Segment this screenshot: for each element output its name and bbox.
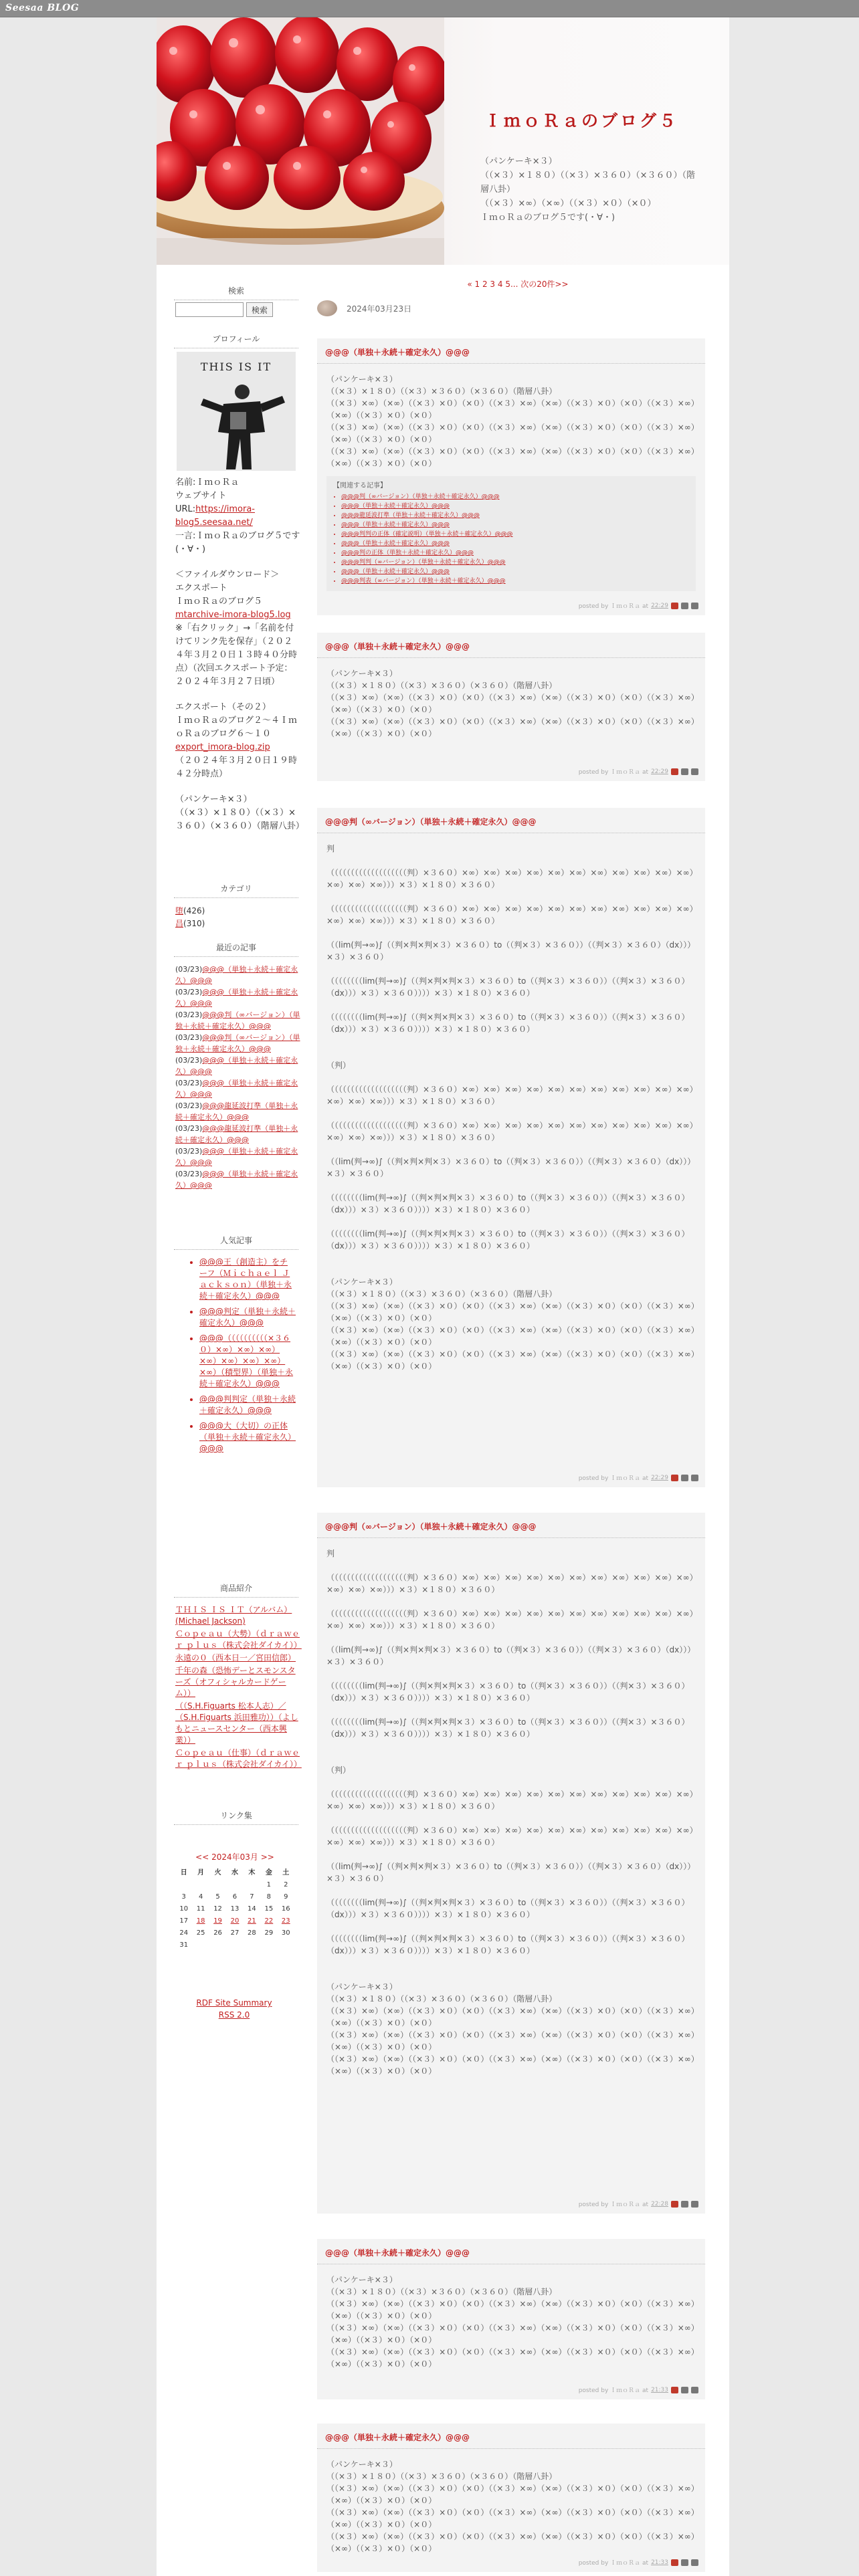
edit-pencil-icon[interactable]: [691, 2387, 698, 2393]
calendar-day: 25: [196, 1929, 205, 1937]
calendar-day: 3: [181, 1893, 186, 1901]
products-list: [157, 1604, 312, 1770]
calendar-weekday: 日: [180, 1869, 187, 1876]
comment-icon[interactable]: [671, 2201, 678, 2208]
calendar-day: [226, 1941, 243, 1949]
related-item: [341, 520, 689, 530]
calendar-day: [192, 1881, 209, 1889]
entry-time-link[interactable]: 22:28: [651, 2200, 668, 2208]
feed-links: [157, 1997, 312, 2021]
recent-link[interactable]: @@@（単独＋永続＋確定永久）@@@: [175, 1056, 298, 1076]
profile-extra: （パンケーキ×３） （（×３）×１８０）（（×３）×３６０）（×３６０）（階層八卦）: [175, 794, 304, 831]
related-item: [341, 502, 689, 511]
calendar: [175, 1851, 294, 1949]
category-link[interactable]: 堕: [175, 906, 184, 916]
popular-link[interactable]: @@@王（創造主）をチーフ（Ｍｉｃｈａｅｌ Ｊａｃｋｓｏｎ）（単独＋永続＋確定永久）@@@: [199, 1257, 292, 1301]
entry-body: （パンケーキ×３） （（×３）×１８０）（（×３）×３６０）（×３６０）（階層八卦） （（×３）×∞）（×∞）（（×３）×０）（×０）（（×３）×∞）（×∞）（（×３）×０）（×０）（（×３）×∞）（×∞）（（×３）×０）（×０） （（×３）×∞）（×∞）（（×３）×０）（×０）（（×３）×∞）（×∞）（（×３）×０）（×０）（（×３）×∞）（×∞）（（×３）×０）（×０）: [326, 669, 695, 738]
related-link[interactable]: @@@（単独＋永続＋確定永久）@@@: [341, 568, 450, 575]
trackback-icon[interactable]: [681, 768, 688, 775]
calendar-day: 28: [248, 1929, 256, 1937]
recent-item: [175, 1146, 301, 1168]
blog-entry: [317, 338, 705, 615]
category-section: [157, 883, 312, 930]
recent-date: (03/23): [175, 1033, 203, 1042]
recent-link[interactable]: @@@（単独＋永続＋確定永久）@@@: [175, 965, 298, 985]
product-link[interactable]: 千年の森（恐怖デーとスモンスターズ（オフィシャルカードゲーム））: [175, 1666, 296, 1698]
entry-body: （パンケーキ×３） （（×３）×１８０）（（×３）×３６０）（×３６０）（階層八卦） （（×３）×∞）（×∞）（（×３）×０）（×０）（（×３）×∞）（×∞）（（×３）×０）（×０）（（×３）×∞）（×∞）（（×３）×０）（×０） （（×３）×∞）（×∞）（（×３）×０）（×０）（（×３）×∞）（×∞）（（×３）×０）（×０）（（×３）×∞）（×∞）（（×３）×０）（×０） （（×３）×∞）（×∞）（（×３）×０）（×０）（（×３）×∞）（×∞）（（×３）×０）（×０）（（×３）×∞）（×∞）（（×３）×０）（×０）: [326, 2275, 695, 2369]
comment-icon[interactable]: [671, 1475, 678, 1481]
edit-pencil-icon[interactable]: [691, 768, 698, 775]
rss-feed-link[interactable]: RSS 2.0: [218, 2010, 250, 2020]
related-link[interactable]: @@@判判（∞バージョン）（単独＋永続＋確定永久）@@@: [341, 559, 506, 566]
recent-link[interactable]: @@@判（∞バージョン）（単独＋永続＋確定永久）@@@: [175, 1033, 300, 1053]
calendar-day: [278, 1941, 294, 1949]
profile-section: [157, 333, 312, 831]
trackback-icon[interactable]: [681, 2387, 688, 2393]
related-item: [341, 492, 689, 502]
popular-link[interactable]: @@@判判定（単独＋永続＋確定永久）@@@: [199, 1394, 296, 1415]
calendar-day: 16: [281, 1905, 290, 1913]
entry-title[interactable]: @@@判（∞バージョン）（単独＋永続＋確定永久）@@@: [317, 808, 705, 833]
recent-date: (03/23): [175, 1147, 203, 1156]
related-link[interactable]: @@@判判の正体（確定説明）（単独＋永続＋確定永久）@@@: [341, 531, 513, 538]
category-list: [157, 905, 312, 930]
links-heading: リンク集: [174, 1810, 298, 1825]
date-row: [317, 298, 411, 318]
related-item: [341, 539, 689, 548]
trackback-icon[interactable]: [681, 2201, 688, 2208]
recent-date: (03/23): [175, 965, 203, 974]
recent-item: [175, 1009, 301, 1032]
related-link[interactable]: @@@判の正体（単独＋永続＋確定永久）@@@: [341, 550, 474, 556]
profile-info: [157, 476, 312, 833]
calendar-day: 12: [213, 1905, 222, 1913]
calendar-day: 9: [284, 1893, 288, 1901]
export2-name: ＩｍｏＲａのブログ２～４ＩｍｏＲａのブログ６～１０: [175, 716, 298, 739]
entry-time-link[interactable]: 22:29: [651, 1474, 668, 1481]
entry-footer: [579, 1473, 698, 1482]
pager[interactable]: « 1 2 3 4 5... 次の20件>>: [467, 280, 569, 289]
entry-time-link[interactable]: 22:29: [651, 602, 668, 609]
export-link[interactable]: mtarchive-imora-blog5.log: [175, 610, 291, 620]
product-link[interactable]: ＴＨＩＳ ＩＳ ＩＴ（アルバム） (Michael Jackson): [175, 1605, 292, 1626]
entry-body: （パンケーキ×３） （（×３）×１８０）（（×３）×３６０）（×３６０）（階層八卦） （（×３）×∞）（×∞）（（×３）×０）（×０）（（×３）×∞）（×∞）（（×３）×０）（×０）（（×３）×∞）（×∞）（（×３）×０）（×０） （（×３）×∞）（×∞）（（×３）×０）（×０）（（×３）×∞）（×∞）（（×３）×０）（×０）（（×３）×∞）（×∞）（（×３）×０）（×０） （（×３）×∞）（×∞）（（×３）×０）（×０）（（×３）×∞）（×∞）（（×３）×０）（×０）（（×３）×∞）（×∞）（（×３）×０）（×０）: [326, 2460, 695, 2553]
calendar-day: [260, 1941, 277, 1949]
related-link[interactable]: @@@判表（∞バージョン）（単独＋永続＋確定永久）@@@: [341, 578, 506, 584]
export-name: ＩｍｏＲａのブログ５: [175, 597, 263, 607]
recent-date: (03/23): [175, 1124, 203, 1133]
calendar-day[interactable]: 21: [248, 1917, 256, 1925]
related-articles: [326, 476, 696, 591]
calendar-weekday: 土: [282, 1869, 290, 1876]
entry-body: 判 （（（（（（（（（（（（（（（（（（（判）×３６０）×∞）×∞）×∞）×∞）×∞）×∞）×∞）×∞）×∞）×∞）×∞）×∞）×∞）×∞）））×３）×１８０）×３６０） （（（（（（（（（（（（（（（（（（（判）×３６０）×∞）×∞）×∞）×∞）×∞）×∞）×∞）×∞）×∞）×∞）×∞）×∞）×∞）×∞）））×３）×１８０）×３６０） （（lim(判→∞)∫（（判×判×判×３）×３６０）to（（判×３）×３６０））（（判×３）×３６０）（dx）））×３）×３６０） （（（（（（（（lim(判→∞)∫（（判×判×判×３）×３６０）to（（判×３）×３６０））（（判×３）×３６０）（dx）））×３）×３６０））））×３）×１８０）×３６０） （（（（（（（（lim(判→∞)∫（（判×判×判×３）×３６０）to（（判×３）×３６０））（（判×３）×３６０）（dx）））×３）×３６０））））×３）×１８０）×３６０） （判） （（（（（（（（（（（（（（（（（（（判）×３６０）×∞）×∞）×∞）×∞）×∞）×∞）×∞）×∞）×∞）×∞）×∞）×∞）×∞）×∞）））×３）×１８０）×３６０） （（（（（（（（（（（（（（（（（（（判）×３６０）×∞）×∞）×∞）×∞）×∞）×∞）×∞）×∞）×∞）×∞）×∞）×∞）×∞）×∞）））×３）×１８０）×３６０） （（lim(判→∞)∫（（判×判×判×３）×３６０）to（（判×３）×３６０））（（判×３）×３６０）（dx）））×３）×３６０） （（（（（（（（lim(判→∞)∫（（判×判×判×３）×３６０）to（（判×３）×３６０））（（判×３）×３６０）（dx）））×３）×３６０））））×３）×１８０）×３６０） （（（（（（（（lim(判→∞)∫（（判×判×判×３）×３６０）to（（判×３）×３６０））（（判×３）×３６０）（dx）））×３）×３６０））））×３）×１８０）×３６０） （パンケーキ×３） （（×３）×１８０）（（×３）×３６０）（×３６０）（階層八卦） （（×３）×∞）（×∞）（（×３）×０）（×０）（（×３）×∞）（×∞）（（×３）×０）（×０）（（×３）×∞）（×∞）（（×３）×０）（×０） （（×３）×∞）（×∞）（（×３）×０）（×０）（（×３）×∞）（×∞）（（×３）×０）（×０）（（×３）×∞）（×∞）（（×３）×０）（×０） （（×３）×∞）（×∞）（（×３）×０）（×０）（（×３）×∞）（×∞）（（×３）×０）（×０）（（×３）×∞）（×∞）（（×３）×０）（×０）: [326, 844, 696, 1371]
popular-section: [157, 1235, 312, 1459]
trackback-icon[interactable]: [681, 603, 688, 609]
entry-title[interactable]: @@@（単独＋永続＋確定永久）@@@: [317, 633, 705, 658]
seesaa-logo[interactable]: Seesaa BLOG: [5, 3, 80, 13]
calendar-day: 13: [230, 1905, 240, 1913]
calendar-day: 30: [281, 1929, 290, 1937]
popular-item: [199, 1394, 296, 1416]
recent-link[interactable]: @@@（単独＋永続＋確定永久）@@@: [175, 1147, 298, 1167]
calendar-title[interactable]: << 2024年03月 >>: [195, 1852, 274, 1862]
export-note: ※「右クリック」→「名前を付けてリンク先を保存」（２０２４年３月２０日１３時４０分時点）（次回エクスポート予定：２０２４年３月２７日頃）: [175, 623, 298, 687]
profile-image: [177, 352, 296, 471]
entry-footer: [579, 2558, 698, 2567]
comment-icon[interactable]: [671, 768, 678, 775]
blog-page: [157, 17, 729, 2576]
related-item: [341, 548, 689, 558]
related-item: [341, 576, 689, 586]
calendar-day: [244, 1881, 260, 1889]
calendar-day[interactable]: 23: [281, 1917, 290, 1925]
recent-date: (03/23): [175, 1056, 203, 1065]
profile-url-link[interactable]: https://imora-blog5.seesaa.net/: [175, 504, 256, 528]
recent-item: [175, 1077, 301, 1100]
calendar-day: [175, 1881, 192, 1889]
profile-website-label: ウェブサイト: [175, 491, 227, 501]
recent-item: [175, 1100, 301, 1123]
recent-heading: 最近の記事: [174, 942, 298, 957]
profile-heading: プロフィール: [174, 333, 298, 348]
calendar-day[interactable]: 22: [264, 1917, 274, 1925]
entry-body: （パンケーキ×３） （（×３）×１８０）（（×３）×３６０）（×３６０）（階層八卦） （（×３）×∞）（×∞）（（×３）×０）（×０）（（×３）×∞）（×∞）（（×３）×０）（×０）（（×３）×∞）（×∞）（（×３）×０）（×０） （（×３）×∞）（×∞）（（×３）×０）（×０）（（×３）×∞）（×∞）（（×３）×０）（×０）（（×３）×∞）（×∞）（（×３）×０）（×０） （（×３）×∞）（×∞）（（×３）×０）（×０）（（×３）×∞）（×∞）（（×３）×０）（×０）（（×３）×∞）（×∞）（（×３）×０）（×０）: [326, 374, 695, 468]
product-item: [175, 1701, 301, 1746]
edit-pencil-icon[interactable]: [691, 603, 698, 609]
related-item: [341, 558, 689, 567]
related-item: [341, 567, 689, 576]
popular-heading: 人気記事: [174, 1235, 298, 1250]
search-heading: 検索: [174, 285, 298, 300]
calendar-day[interactable]: 18: [196, 1917, 205, 1925]
entry-body: 判 （（（（（（（（（（（（（（（（（（（判）×３６０）×∞）×∞）×∞）×∞）×∞）×∞）×∞）×∞）×∞）×∞）×∞）×∞）×∞）×∞）））×３）×１８０）×３６０） （（（（（（（（（（（（（（（（（（（判）×３６０）×∞）×∞）×∞）×∞）×∞）×∞）×∞）×∞）×∞）×∞）×∞）×∞）×∞）×∞）））×３）×１８０）×３６０） （（lim(判→∞)∫（（判×判×判×３）×３６０）to（（判×３）×３６０））（（判×３）×３６０）（dx）））×３）×３６０） （（（（（（（（lim(判→∞)∫（（判×判×判×３）×３６０）to（（判×３）×３６０））（（判×３）×３６０）（dx）））×３）×３６０））））×３）×１８０）×３６０） （（（（（（（（lim(判→∞)∫（（判×判×判×３）×３６０）to（（判×３）×３６０））（（判×３）×３６０）（dx）））×３）×３６０））））×３）×１８０）×３６０） （判） （（（（（（（（（（（（（（（（（（（判）×３６０）×∞）×∞）×∞）×∞）×∞）×∞）×∞）×∞）×∞）×∞）×∞）×∞）×∞）×∞）））×３）×１８０）×３６０） （（（（（（（（（（（（（（（（（（（判）×３６０）×∞）×∞）×∞）×∞）×∞）×∞）×∞）×∞）×∞）×∞）×∞）×∞）×∞）×∞）））×３）×１８０）×３６０） （（lim(判→∞)∫（（判×判×判×３）×３６０）to（（判×３）×３６０））（（判×３）×３６０）（dx）））×３）×３６０） （（（（（（（（lim(判→∞)∫（（判×判×判×３）×３６０）to（（判×３）×３６０））（（判×３）×３６０）（dx）））×３）×３６０））））×３）×１８０）×３６０） （（（（（（（（lim(判→∞)∫（（判×判×判×３）×３６０）to（（判×３）×３６０））（（判×３）×３６０）（dx）））×３）×３６０））））×３）×１８０）×３６０） （パンケーキ×３） （（×３）×１８０）（（×３）×３６０）（×３６０）（階層八卦） （（×３）×∞）（×∞）（（×３）×０）（×０）（（×３）×∞）（×∞）（（×３）×０）（×０）（（×３）×∞）（×∞）（（×３）×０）（×０） （（×３）×∞）（×∞）（（×３）×０）（×０）（（×３）×∞）（×∞）（（×３）×０）（×０）（（×３）×∞）（×∞）（（×３）×０）（×０） （（×３）×∞）（×∞）（（×３）×０）（×０）（（×３）×∞）（×∞）（（×３）×０）（×０）（（×３）×∞）（×∞）（（×３）×０）（×０）: [326, 1549, 696, 2076]
category-item: [175, 918, 301, 930]
calendar-weekday: 水: [231, 1869, 238, 1876]
export2-note: （２０２４年３月２０日１９時４２分時点）: [175, 756, 298, 779]
search-section: [157, 285, 312, 315]
entry-title[interactable]: @@@判（∞バージョン）（単独＋永続＋確定永久）@@@: [317, 1513, 705, 1538]
product-item: [175, 1604, 301, 1627]
recent-date: (03/23): [175, 1079, 203, 1087]
recent-link[interactable]: @@@龍延波打準（単独＋永続＋確定永久）@@@: [175, 1101, 298, 1121]
export2-link[interactable]: export_imora-blog.zip: [175, 742, 270, 752]
popular-link[interactable]: @@@（（（（（（（（（（×３６０）×∞）×∞）×∞）×∞）×∞）×∞）×∞）×∞）（積型界）（単独＋永続＋確定永久）@@@: [199, 1333, 294, 1388]
calendar-weekday: 木: [248, 1869, 256, 1876]
related-link[interactable]: @@@（単独＋永続＋確定永久）@@@: [341, 522, 450, 528]
popular-link[interactable]: @@@大（大切）の正体（単独＋永続＋確定永久）@@@: [199, 1421, 296, 1453]
calendar-weekday: 金: [265, 1869, 272, 1876]
recent-link[interactable]: @@@（単独＋永続＋確定永久）@@@: [175, 1170, 298, 1190]
related-link[interactable]: @@@（単独＋永続＋確定永久）@@@: [341, 540, 450, 547]
recent-link[interactable]: @@@龍延波打準（単独＋永続＋確定永久）@@@: [175, 1124, 298, 1144]
calendar-day[interactable]: 19: [213, 1917, 222, 1925]
recent-date: (03/23): [175, 988, 203, 996]
blog-description: （パンケーキ×３） （（×３）×１８０）（（×３）×３６０）（×３６０）（階層八卦） （（×３）×∞）（×∞）（（×３）×０）（×０） ＩｍｏＲａのブログ５です(・∀・): [480, 156, 695, 223]
entry-title[interactable]: @@@（単独＋永続＋確定永久）@@@: [317, 2424, 705, 2449]
recent-date: (03/23): [175, 1101, 203, 1110]
calendar-day: [226, 1881, 243, 1889]
strawberry-tart-image: [157, 17, 444, 265]
popular-item: [199, 1333, 296, 1390]
calendar-day: 6: [232, 1893, 237, 1901]
related-link[interactable]: @@@龍延波打準（単独＋永続＋確定永久）@@@: [341, 512, 480, 519]
category-link[interactable]: 昌: [175, 919, 184, 928]
product-link[interactable]: Ｃｏｐｅａｕ（大勢）（ｄｒａｗｅｒ ｐｌｕｓ（株式会社ダイカイ））: [175, 1629, 302, 1650]
related-link[interactable]: @@@（単独＋永続＋確定永久）@@@: [341, 503, 450, 510]
profile-tagline: 一言:ＩｍｏＲａのブログ５です(・∀・): [175, 531, 300, 554]
calendar-day[interactable]: 20: [230, 1917, 240, 1925]
recent-date: (03/23): [175, 1170, 203, 1178]
comment-icon[interactable]: [671, 2387, 678, 2393]
calendar-day: [209, 1881, 226, 1889]
related-item: [341, 511, 689, 520]
blog-entry: [317, 2239, 705, 2399]
recent-item: [175, 1055, 301, 1077]
blog-entry: [317, 2424, 705, 2572]
recent-item: [175, 964, 301, 986]
trackback-icon[interactable]: [681, 2559, 688, 2566]
calendar-day: 31: [179, 1941, 189, 1949]
comment-icon[interactable]: [671, 603, 678, 609]
this-is-it-poster-image: [177, 352, 296, 471]
posted-by: posted by ＩｍｏＲａ at: [578, 2560, 649, 2567]
calendar-weekday: 火: [214, 1869, 221, 1876]
posted-by: posted by ＩｍｏＲａ at: [578, 769, 649, 776]
blog-entry: [317, 808, 705, 1487]
category-count: (310): [183, 919, 205, 928]
popular-item: [199, 1420, 296, 1455]
posted-by: posted by ＩｍｏＲａ at: [578, 603, 649, 610]
blog-entry: [317, 633, 705, 781]
popular-list: [157, 1257, 312, 1455]
calendar-day: 8: [266, 1893, 272, 1901]
recent-date: (03/23): [175, 1010, 203, 1019]
calendar-day: 11: [196, 1905, 205, 1913]
entry-time-link[interactable]: 21:33: [651, 2559, 668, 2566]
calendar-day: 4: [198, 1893, 203, 1901]
calendar-day: 14: [248, 1905, 256, 1913]
related-heading: 【関連する記事】: [333, 482, 387, 490]
recent-link[interactable]: @@@判（∞バージョン）（単独＋永続＋確定永久）@@@: [175, 1010, 300, 1031]
blog-entry: [317, 1513, 705, 2214]
calendar-day: 1: [266, 1881, 272, 1889]
product-link[interactable]: （（S.H.Figuarts 松本人志）／（S.H.Figuarts 浜田雅功））（よしもとニュースセンター（西本興業））: [175, 1701, 298, 1745]
product-link[interactable]: Ｃｏｐｅａｕ（仕事）（ｄｒａｗｅｒ ｐｌｕｓ（株式会社ダイカイ））: [175, 1748, 302, 1769]
related-list: [333, 492, 689, 586]
entry-footer: [579, 2199, 698, 2208]
export2-label: エクスポート（その２）: [175, 702, 271, 712]
recent-link[interactable]: @@@（単独＋永続＋確定永久）@@@: [175, 988, 298, 1008]
links-section: [157, 1810, 312, 1832]
posted-by: posted by ＩｍｏＲａ at: [578, 2202, 649, 2208]
entry-date: 2024年03月23日: [347, 304, 412, 314]
calendar-day: 7: [250, 1893, 254, 1901]
edit-pencil-icon[interactable]: [691, 2559, 698, 2566]
recent-item: [175, 1123, 301, 1146]
download-heading: ＜ファイルダウンロード＞: [175, 570, 280, 580]
calendar-day: 15: [264, 1905, 274, 1913]
calendar-day: 10: [179, 1905, 189, 1913]
product-item: [175, 1628, 301, 1651]
calendar-grid: [175, 1866, 294, 1949]
category-item: [175, 905, 301, 918]
related-link[interactable]: @@@判（∞バージョン）（単独＋永続＋確定永久）@@@: [341, 494, 500, 500]
calendar-day: [209, 1941, 226, 1949]
recent-item: [175, 1032, 301, 1055]
recent-item: [175, 986, 301, 1009]
calendar-day: [192, 1941, 209, 1949]
popular-item: [199, 1257, 296, 1302]
profile-url-label: URL:: [175, 504, 196, 514]
date-avatar-icon: [317, 300, 337, 316]
calendar-day: 24: [179, 1929, 189, 1937]
calendar-day: 27: [230, 1929, 240, 1937]
blog-title[interactable]: ＩｍｏＲａのブログ５: [484, 111, 679, 130]
edit-pencil-icon[interactable]: [691, 2201, 698, 2208]
recent-item: [175, 1168, 301, 1191]
seesaa-topbar: [0, 0, 859, 17]
rdf-feed-link[interactable]: RDF Site Summary: [196, 1998, 272, 2008]
recent-list: [157, 964, 312, 1191]
popular-link[interactable]: @@@判定（単独＋永続＋確定永久）@@@: [199, 1307, 296, 1327]
calendar-day: 5: [215, 1893, 220, 1901]
comment-icon[interactable]: [671, 2559, 678, 2566]
blog-header: [157, 17, 729, 265]
category-heading: カテゴリ: [174, 883, 298, 898]
search-input[interactable]: [175, 302, 244, 317]
recent-section: [157, 942, 312, 1191]
calendar-day: 17: [179, 1917, 189, 1925]
entry-title[interactable]: @@@（単独＋永続＋確定永久）@@@: [317, 338, 705, 364]
entry-title[interactable]: @@@（単独＋永続＋確定永久）@@@: [317, 2239, 705, 2264]
recent-link[interactable]: @@@（単独＋永続＋確定永久）@@@: [175, 1079, 298, 1099]
search-button[interactable]: 検索: [246, 302, 273, 317]
entry-footer: [579, 2385, 698, 2394]
edit-pencil-icon[interactable]: [691, 1475, 698, 1481]
related-item: [341, 530, 689, 539]
profile-name: 名前:ＩｍｏＲａ: [175, 477, 240, 488]
trackback-icon[interactable]: [681, 1475, 688, 1481]
category-count: (426): [183, 906, 205, 916]
profile-url-line: [175, 503, 301, 530]
products-section: [157, 1582, 312, 1772]
calendar-day: 29: [264, 1929, 274, 1937]
entry-time-link[interactable]: 21:33: [651, 2386, 668, 2393]
entry-footer: [579, 601, 698, 610]
entry-time-link[interactable]: 22:29: [651, 768, 668, 775]
posted-by: posted by ＩｍｏＲａ at: [578, 1475, 649, 1482]
calendar-day: 2: [284, 1881, 288, 1889]
entry-footer: [579, 767, 698, 776]
product-link[interactable]: 永遠の０（西本日一／宮田信郎）: [175, 1653, 296, 1662]
products-heading: 商品紹介: [174, 1582, 298, 1598]
product-item: [175, 1747, 301, 1770]
export-label: エクスポート: [175, 583, 227, 593]
calendar-day: [244, 1941, 260, 1949]
posted-by: posted by ＩｍｏＲａ at: [578, 2387, 649, 2394]
calendar-day: 26: [213, 1929, 222, 1937]
svg-text:THIS IS IT: THIS IS IT: [200, 360, 272, 373]
calendar-weekday: 月: [197, 1869, 205, 1876]
product-item: [175, 1652, 301, 1664]
product-item: [175, 1665, 301, 1699]
popular-item: [199, 1306, 296, 1329]
